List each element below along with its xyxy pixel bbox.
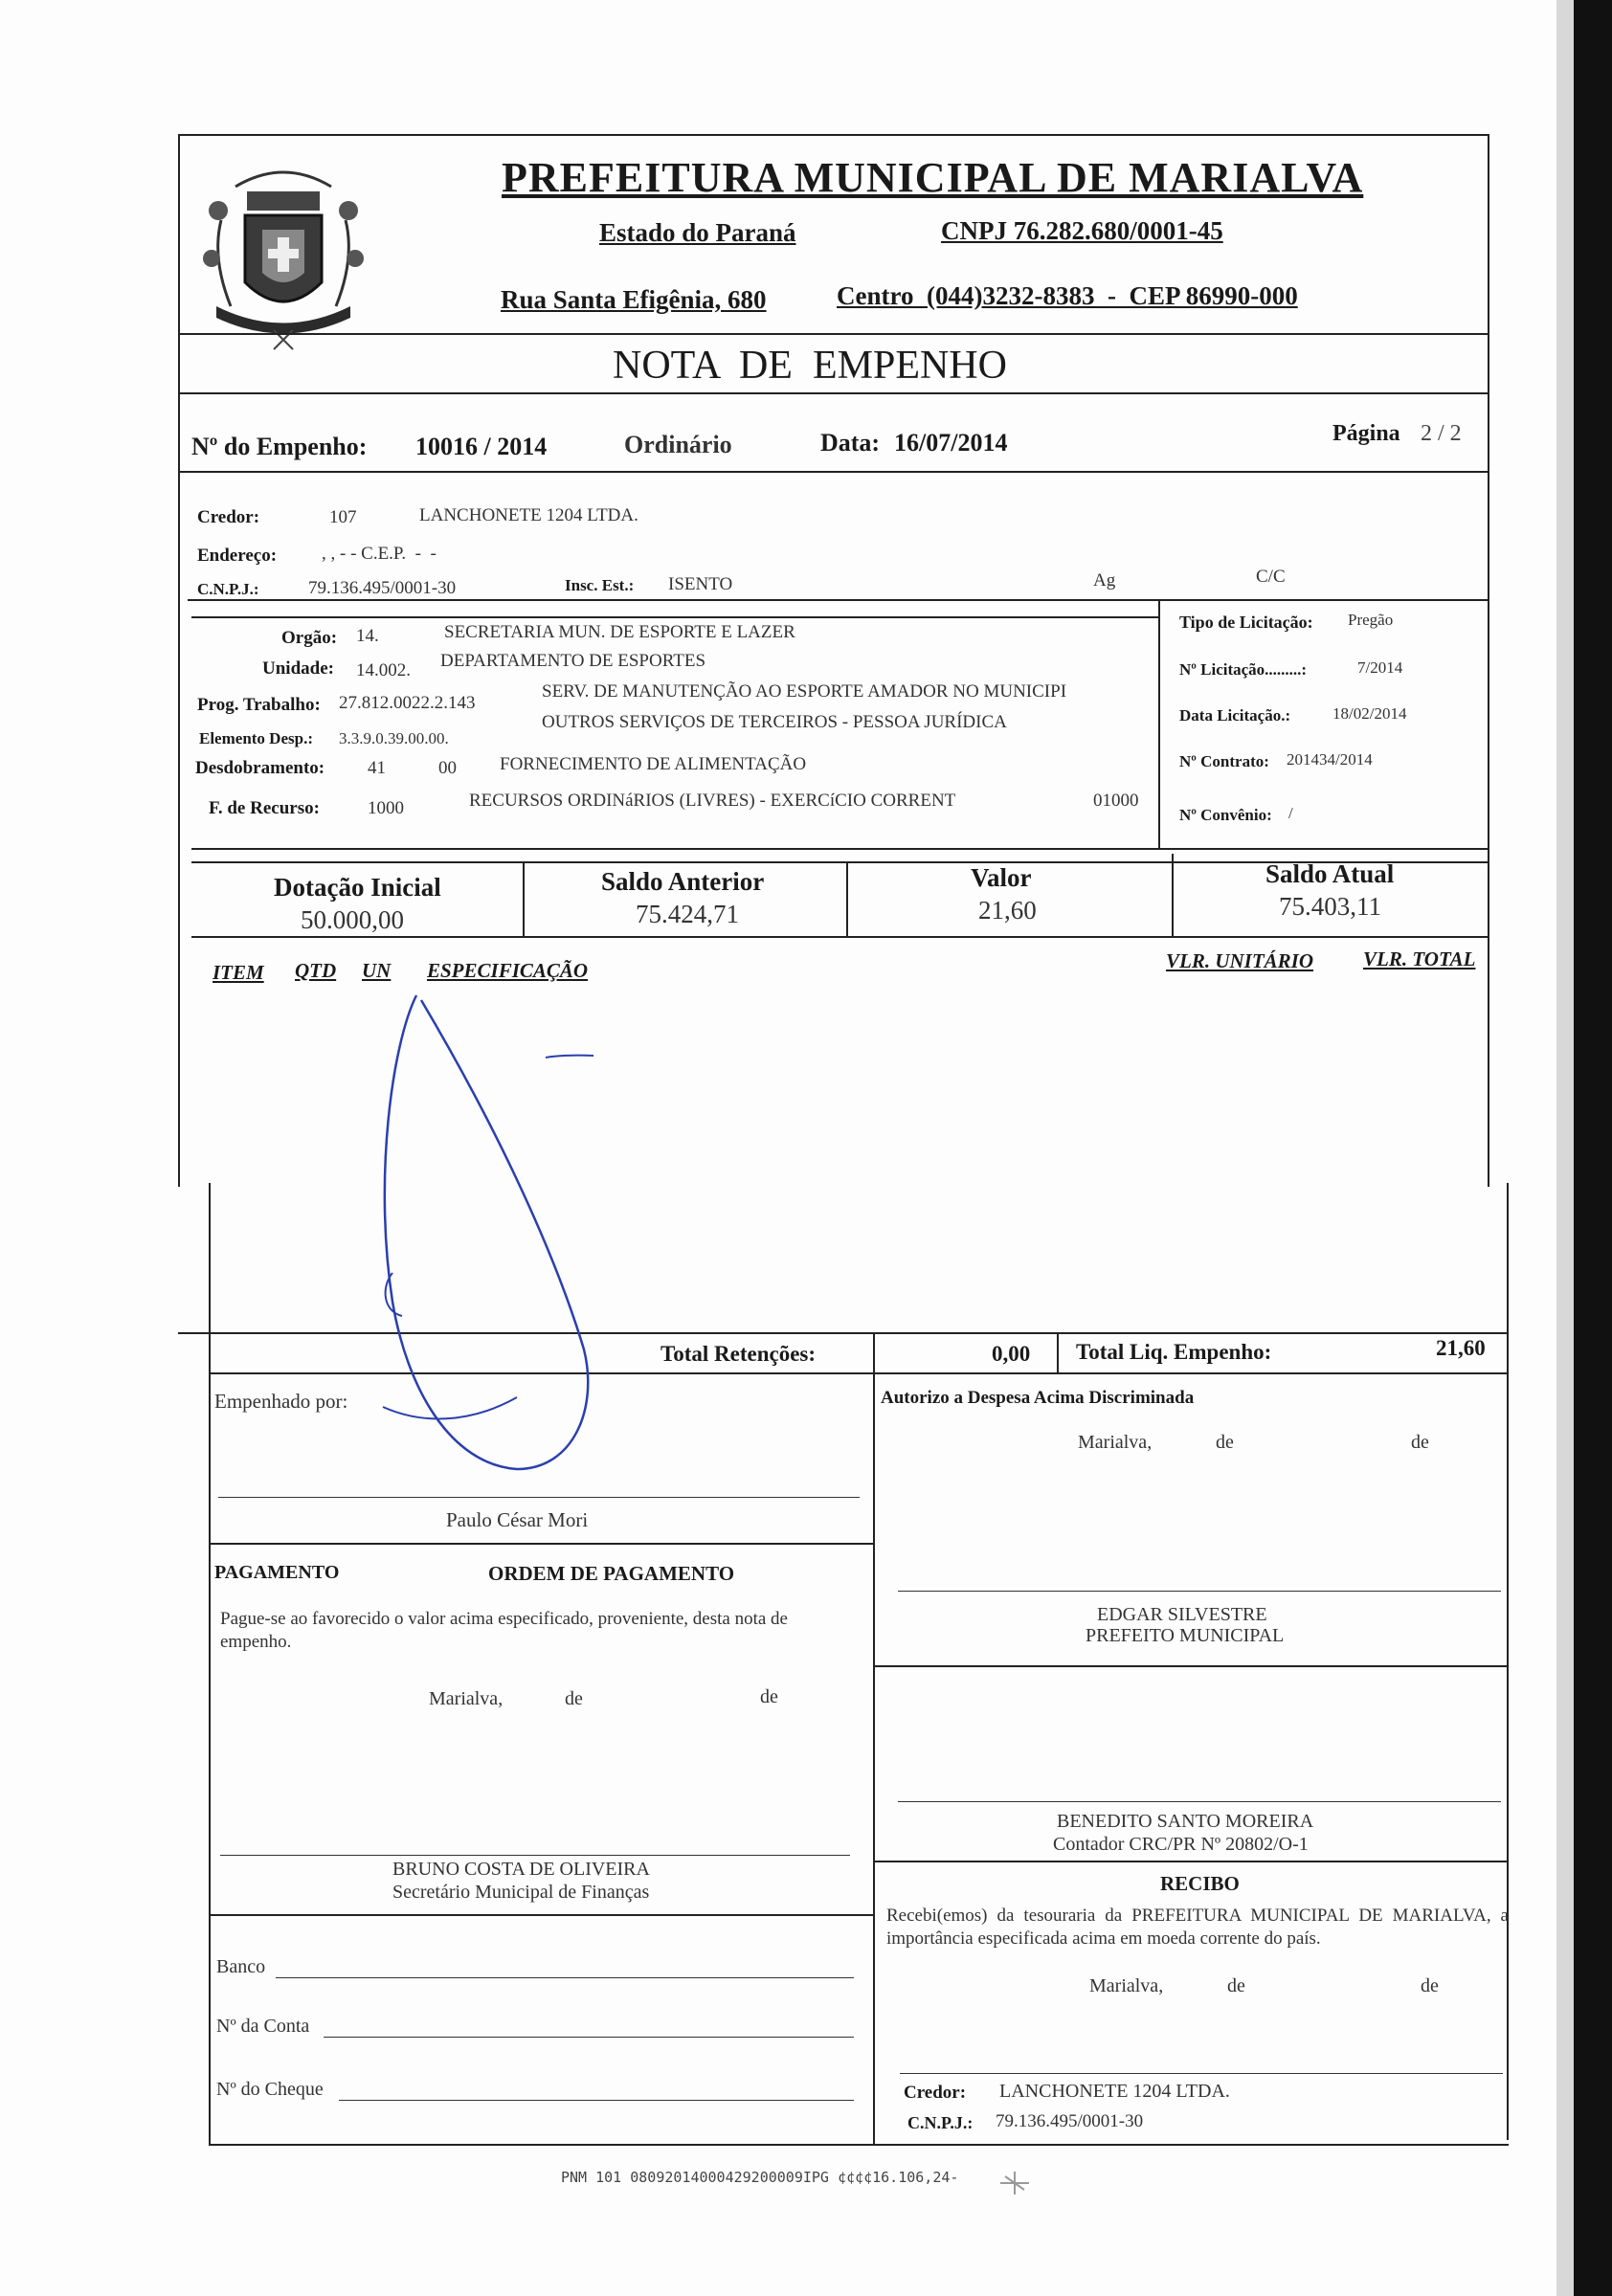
col-vlr-total: VLR. TOTAL xyxy=(1363,947,1476,970)
credor-name: LANCHONETE 1204 LTDA. xyxy=(419,505,638,525)
insc-label: Insc. Est.: xyxy=(565,576,635,594)
vertical-divider xyxy=(846,861,848,938)
bottom-border xyxy=(209,2144,1509,2146)
secretario-name: BRUNO COSTA DE OLIVEIRA xyxy=(392,1859,650,1880)
prog-code: 27.812.0022.2.143 xyxy=(339,693,476,713)
divider xyxy=(873,1665,1507,1667)
numero-licitacao-label: Nº Licitação.........: xyxy=(1179,660,1308,679)
col-un: UN xyxy=(362,959,392,982)
scan-edge-black xyxy=(1574,0,1612,2296)
recibo-credor-label: Credor: xyxy=(904,2083,967,2103)
conta-label: Nº da Conta xyxy=(216,2016,310,2037)
col-item: ITEM xyxy=(213,961,264,984)
valor-label: Valor xyxy=(971,863,1032,892)
outer-right-border-top xyxy=(1488,134,1489,1187)
divider xyxy=(209,1914,873,1916)
desdobramento-label: Desdobramento: xyxy=(195,758,325,778)
vertical-divider xyxy=(1057,1332,1059,1372)
total-liquido-label: Total Liq. Empenho: xyxy=(1076,1340,1272,1364)
dotacao-inicial-label: Dotação Inicial xyxy=(274,873,441,902)
numero-licitacao-value: 7/2014 xyxy=(1357,658,1403,677)
col-vlr-unitario: VLR. UNITÁRIO xyxy=(1166,949,1314,972)
recibo-place: Marialva, xyxy=(1089,1975,1164,1996)
pagamento-label: PAGAMENTO xyxy=(214,1562,340,1583)
empenho-date: 16/07/2014 xyxy=(894,429,1008,457)
tipo-licitacao-value: Pregão xyxy=(1348,611,1394,629)
endereco-label: Endereço: xyxy=(197,546,278,566)
dotacao-inicial-value: 50.000,00 xyxy=(301,905,404,934)
saldo-anterior-value: 75.424,71 xyxy=(636,900,739,928)
prog-label: Prog. Trabalho: xyxy=(197,695,321,715)
recibo-de-2: de xyxy=(1421,1975,1439,1996)
divider xyxy=(191,616,1158,618)
data-licitacao-value: 18/02/2014 xyxy=(1332,704,1407,723)
elemento-code: 3.3.9.0.39.00.00. xyxy=(339,729,449,747)
divider xyxy=(873,1861,1507,1862)
ag-label: Ag xyxy=(1093,570,1116,591)
recibo-credor: LANCHONETE 1204 LTDA. xyxy=(999,2081,1230,2102)
data-licitacao-label: Data Licitação.: xyxy=(1179,706,1291,724)
divider xyxy=(209,1543,873,1545)
coat-of-arms-logo xyxy=(197,153,369,354)
desdobramento-code: 41 xyxy=(368,758,386,778)
vertical-divider xyxy=(523,861,525,938)
empenhado-por-name: Paulo César Mori xyxy=(446,1508,589,1531)
recurso-label: F. de Recurso: xyxy=(209,798,320,818)
orgao-code: 14. xyxy=(356,626,379,646)
cc-label: C/C xyxy=(1256,567,1286,587)
header-top-border xyxy=(178,134,1489,136)
valor-value: 21,60 xyxy=(978,896,1037,925)
header-address-rest: Centro (044)3232-8383 - CEP 86990-000 xyxy=(837,281,1298,310)
signature-line xyxy=(220,1855,850,1856)
scan-edge-gray xyxy=(1556,0,1574,2296)
credor-code: 107 xyxy=(329,507,357,527)
header-address: Rua Santa Efigênia, 680 xyxy=(501,285,767,314)
pagamento-de-1: de xyxy=(565,1688,583,1709)
contador-name: BENEDITO SANTO MOREIRA xyxy=(1057,1811,1314,1832)
signature-line xyxy=(898,1801,1501,1802)
page-label: Página xyxy=(1332,421,1400,446)
cheque-label: Nº do Cheque xyxy=(216,2079,324,2100)
endereco-value: , , - - C.E.P. - - xyxy=(322,544,437,564)
total-retencoes-value: 0,00 xyxy=(992,1342,1031,1366)
prefeito-name: EDGAR SILVESTRE xyxy=(1097,1604,1267,1625)
credor-label: Credor: xyxy=(197,507,260,527)
empenhado-por-label: Empenhado por: xyxy=(214,1390,348,1413)
recibo-de-1: de xyxy=(1227,1975,1245,1996)
empenho-number: 10016 / 2014 xyxy=(415,433,548,460)
autorizo-de-1: de xyxy=(1216,1432,1234,1453)
insc-value: ISENTO xyxy=(668,574,733,594)
recurso-name: RECURSOS ORDINáRIOS (LIVRES) - EXERCíCIO CORRENT xyxy=(469,791,956,811)
page-number: 2 / 2 xyxy=(1421,421,1462,446)
prefeito-role: PREFEITO MUNICIPAL xyxy=(1086,1625,1285,1646)
recibo-label: RECIBO xyxy=(1160,1872,1240,1895)
unidade-label: Unidade: xyxy=(262,658,334,679)
desdobramento-sub: 00 xyxy=(438,758,457,778)
document-title: NOTA DE EMPENHO xyxy=(613,344,1007,388)
unidade-code: 14.002. xyxy=(356,660,411,680)
page-title: PREFEITURA MUNICIPAL DE MARIALVA xyxy=(502,154,1364,201)
divider xyxy=(178,392,1489,394)
signature-line xyxy=(218,1497,860,1498)
pagamento-place: Marialva, xyxy=(429,1688,504,1709)
autorizo-label: Autorizo a Despesa Acima Discriminada xyxy=(881,1388,1195,1408)
header-cnpj: CNPJ 76.282.680/0001-45 xyxy=(941,216,1223,245)
saldo-anterior-label: Saldo Anterior xyxy=(601,867,765,896)
col-especificacao: ESPECIFICAÇÃO xyxy=(427,959,589,982)
signature-scribble xyxy=(364,986,632,1483)
cheque-field[interactable] xyxy=(339,2100,854,2101)
secretario-role: Secretário Municipal de Finanças xyxy=(392,1882,650,1903)
contrato-value: 201434/2014 xyxy=(1287,750,1373,769)
banco-label: Banco xyxy=(216,1956,266,1977)
recibo-cnpj-label: C.N.P.J.: xyxy=(907,2113,974,2132)
conta-field[interactable] xyxy=(324,2037,854,2038)
banco-field[interactable] xyxy=(276,1977,854,1978)
col-qtd: QTD xyxy=(295,959,337,982)
autorizo-de-2: de xyxy=(1411,1432,1429,1453)
header-state: Estado do Paraná xyxy=(599,218,796,247)
vertical-divider xyxy=(1172,854,1174,936)
empenho-type: Ordinário xyxy=(624,431,732,458)
cnpj-label: C.N.P.J.: xyxy=(197,580,259,598)
autorizo-place: Marialva, xyxy=(1078,1432,1153,1453)
pagamento-de-2: de xyxy=(760,1686,778,1707)
contrato-label: Nº Contrato: xyxy=(1179,752,1269,770)
elemento-name: OUTROS SERVIÇOS DE TERCEIROS - PESSOA JURÍDICA xyxy=(542,712,1007,732)
divider xyxy=(188,599,1489,601)
desdobramento-name: FORNECIMENTO DE ALIMENTAÇÃO xyxy=(500,754,807,774)
vertical-divider xyxy=(1158,599,1160,850)
elemento-label: Elemento Desp.: xyxy=(199,729,313,747)
recurso-code: 1000 xyxy=(368,798,404,818)
signature-line xyxy=(900,2073,1503,2074)
pagamento-text: Pague-se ao favorecido o valor acima especificado, proveniente, desta nota de empenho. xyxy=(220,1609,788,1652)
divider xyxy=(178,471,1489,473)
outer-left-border xyxy=(178,134,180,1187)
lower-left-border xyxy=(209,1183,211,2146)
tipo-licitacao-label: Tipo de Licitação: xyxy=(1179,613,1313,632)
total-retencoes-label: Total Retenções: xyxy=(660,1342,817,1366)
orgao-label: Orgão: xyxy=(281,628,338,648)
convenio-value: / xyxy=(1288,804,1293,822)
convenio-label: Nº Convênio: xyxy=(1179,806,1272,824)
ordem-pagamento-label: ORDEM DE PAGAMENTO xyxy=(488,1562,735,1585)
lower-right-border xyxy=(1507,1183,1509,2140)
unidade-name: DEPARTAMENTO DE ESPORTES xyxy=(440,651,706,671)
recibo-text: Recebi(emos) da tesouraria da PREFEITURA MUNICIPAL DE MARIALVA, a importância especificada acima em moeda corrente do país. xyxy=(886,1906,1509,1949)
footer-code: PNM 101 08092014000429200009IPG ¢¢¢¢16.106,24- xyxy=(561,2169,959,2186)
prog-name: SERV. DE MANUTENÇÃO AO ESPORTE AMADOR NO MUNICIPI xyxy=(542,681,1067,702)
orgao-name: SECRETARIA MUN. DE ESPORTE E LAZER xyxy=(444,622,795,642)
empenho-date-label: Data: xyxy=(820,429,881,457)
cnpj-value: 79.136.495/0001-30 xyxy=(308,578,457,598)
total-liquido-value: 21,60 xyxy=(1436,1336,1486,1360)
recurso-number: 01000 xyxy=(1093,791,1139,811)
divider xyxy=(191,848,1489,850)
stamp-mark xyxy=(996,2169,1034,2197)
saldo-atual-value: 75.403,11 xyxy=(1279,892,1381,921)
divider xyxy=(191,936,1489,938)
empenho-number-label: Nº do Empenho: xyxy=(191,433,368,460)
saldo-atual-label: Saldo Atual xyxy=(1265,859,1395,888)
divider xyxy=(178,333,1489,335)
recibo-cnpj: 79.136.495/0001-30 xyxy=(996,2111,1144,2131)
contador-role: Contador CRC/PR Nº 20802/O-1 xyxy=(1053,1834,1309,1855)
middle-divider xyxy=(873,1332,875,2146)
signature-line xyxy=(898,1591,1501,1592)
